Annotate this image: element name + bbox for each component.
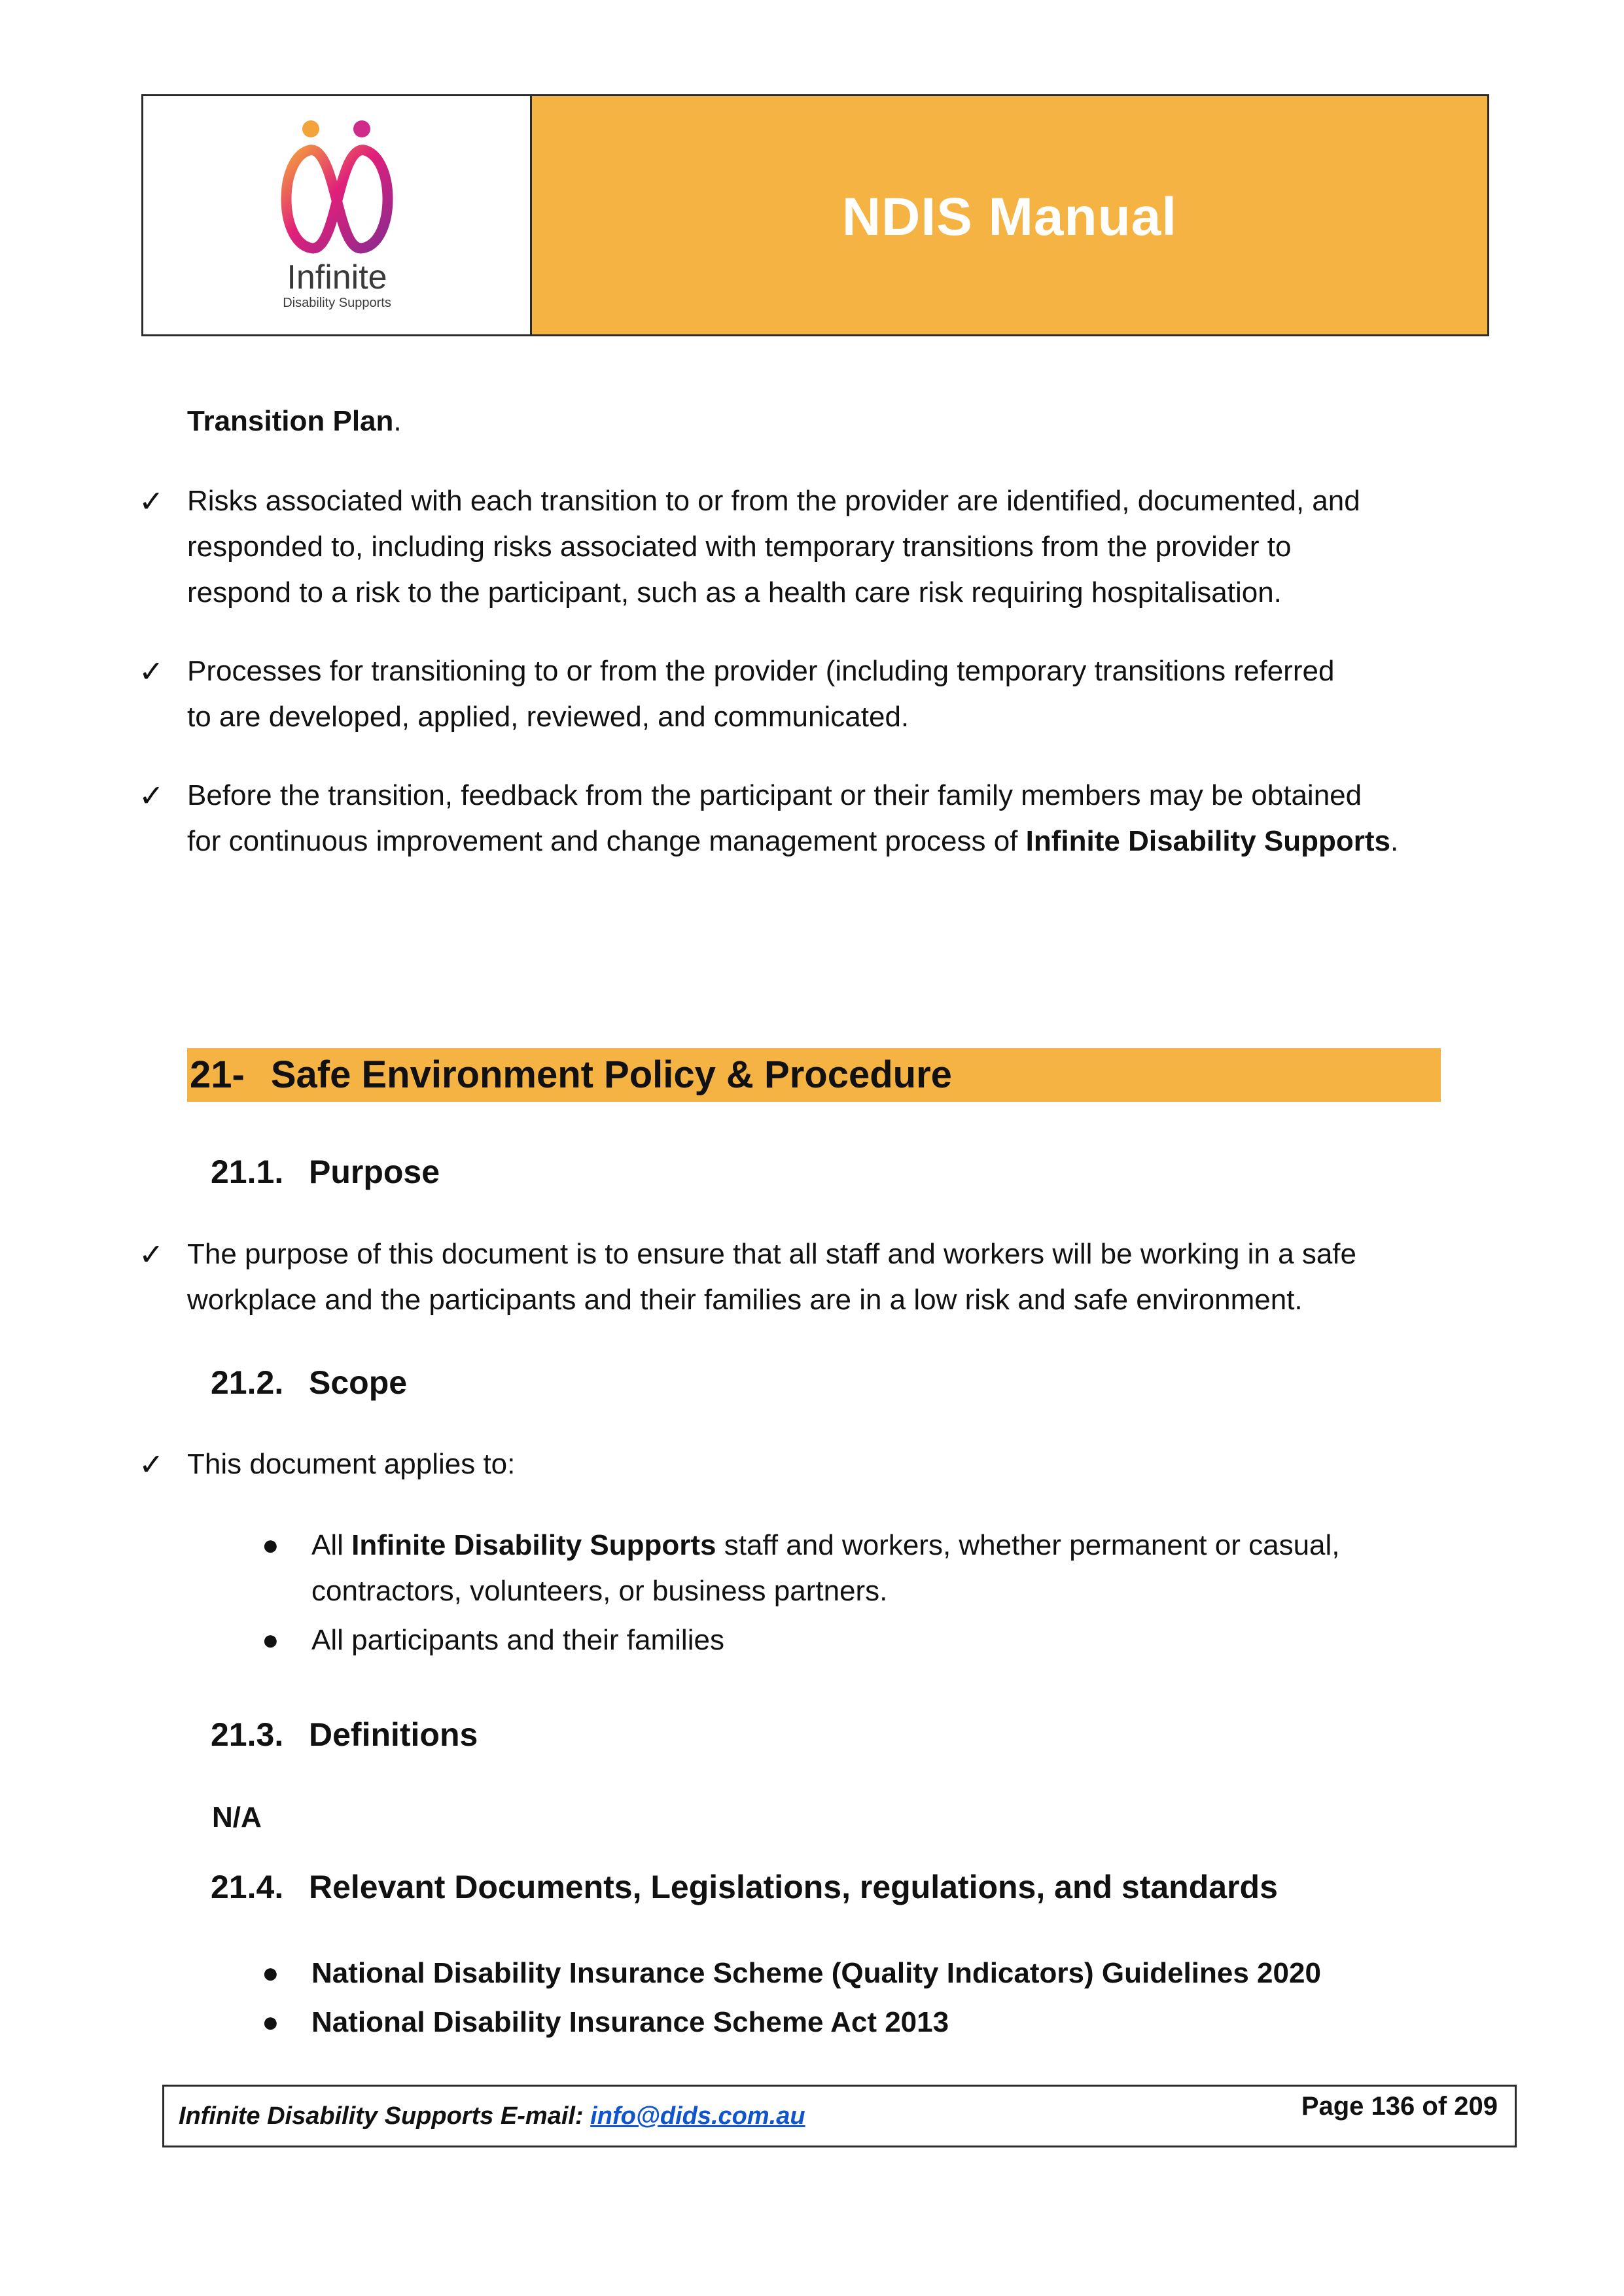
subsection-title-scope: Scope xyxy=(309,1364,408,1401)
text-line: workplace and the participants and their families are in a low risk and safe environment. xyxy=(187,1284,1303,1316)
bullet-icon: ● xyxy=(262,1529,279,1561)
infinite-logo xyxy=(265,117,409,313)
transition-plan-label: Transition Plan xyxy=(187,405,394,437)
text-line: contractors, volunteers, or business partners. xyxy=(311,1575,888,1607)
section-number: 21- xyxy=(190,1053,245,1096)
relevant-doc-item: National Disability Insurance Scheme (Quality Indicators) Guidelines 2020 xyxy=(311,1957,1321,1989)
text-line: respond to a risk to the participant, such as a health care risk requiring hospitalisation. xyxy=(187,576,1282,609)
logo-tagline: Disability Supports xyxy=(282,296,391,310)
footer-org-label: Infinite Disability Supports E-mail: xyxy=(179,2102,591,2130)
checkmark-icon: ✓ xyxy=(139,654,164,689)
page-title: NDIS Manual xyxy=(841,187,1178,247)
definitions-value: N/A xyxy=(212,1801,262,1833)
relevant-doc-item: National Disability Insurance Scheme Act 2013 xyxy=(311,2006,949,2038)
bullet-icon: ● xyxy=(262,1957,279,1989)
text-line: The purpose of this document is to ensure that all staff and workers will be working in a safe xyxy=(187,1238,1357,1270)
bullet-icon: ● xyxy=(262,2006,279,2038)
subsection-title-relevant: Relevant Documents, Legislations, regulations, and standards xyxy=(309,1869,1278,1905)
subsection-number-definitions: 21.3. xyxy=(211,1716,284,1753)
logo-cell xyxy=(143,96,532,334)
text-line: to are developed, applied, reviewed, and communicated. xyxy=(187,701,909,733)
checkmark-icon: ✓ xyxy=(139,1447,164,1482)
header-title-cell xyxy=(532,96,1487,334)
footer-contact xyxy=(179,2102,805,2130)
subsection-title-purpose: Purpose xyxy=(309,1154,440,1190)
text-line: All Infinite Disability Supports staff and workers, whether permanent or casual, xyxy=(311,1529,1340,1561)
subsection-number-purpose: 21.1. xyxy=(211,1154,284,1190)
text-line: Risks associated with each transition to or from the provider are identified, documented, and xyxy=(187,485,1360,517)
scope-intro: This document applies to: xyxy=(187,1448,516,1480)
section-title: Safe Environment Policy & Procedure xyxy=(270,1053,952,1096)
section-heading xyxy=(190,1048,952,1102)
subsection-number-scope: 21.2. xyxy=(211,1364,284,1401)
checkmark-icon: ✓ xyxy=(139,1237,164,1272)
bullet-icon: ● xyxy=(262,1624,279,1656)
page-footer xyxy=(162,2085,1517,2147)
list-item-processes xyxy=(187,648,1417,740)
page-number: Page 136 of 209 xyxy=(1301,2092,1498,2121)
org-name: Infinite Disability Supports xyxy=(1025,825,1391,857)
page-header xyxy=(141,94,1489,336)
scope-bullet-staff xyxy=(311,1523,1408,1614)
scope-bullet-participants: All participants and their families xyxy=(311,1624,724,1656)
subsection-number-relevant: 21.4. xyxy=(211,1869,284,1905)
org-name: Infinite Disability Supports xyxy=(351,1529,716,1561)
list-item-risks xyxy=(187,478,1417,616)
email-link[interactable]: info@dids.com.au xyxy=(590,2102,805,2130)
checkmark-icon: ✓ xyxy=(139,484,164,519)
transition-plan-tail: . xyxy=(393,405,402,437)
text-line: for continuous improvement and change management process of Infinite Disability Supports. xyxy=(187,825,1399,857)
checkmark-icon: ✓ xyxy=(139,778,164,813)
text-line: responded to, including risks associated with temporary transitions from the provider to xyxy=(187,531,1292,563)
purpose-text xyxy=(187,1231,1417,1323)
list-item-feedback xyxy=(187,773,1417,864)
logo-name: Infinite xyxy=(286,258,387,296)
text-line: Before the transition, feedback from the participant or their family members may be obtained xyxy=(187,779,1362,811)
text-line: Processes for transitioning to or from the provider (including temporary transitions referred xyxy=(187,655,1335,687)
subsection-title-definitions: Definitions xyxy=(309,1716,478,1753)
transition-plan-line xyxy=(187,398,1417,444)
